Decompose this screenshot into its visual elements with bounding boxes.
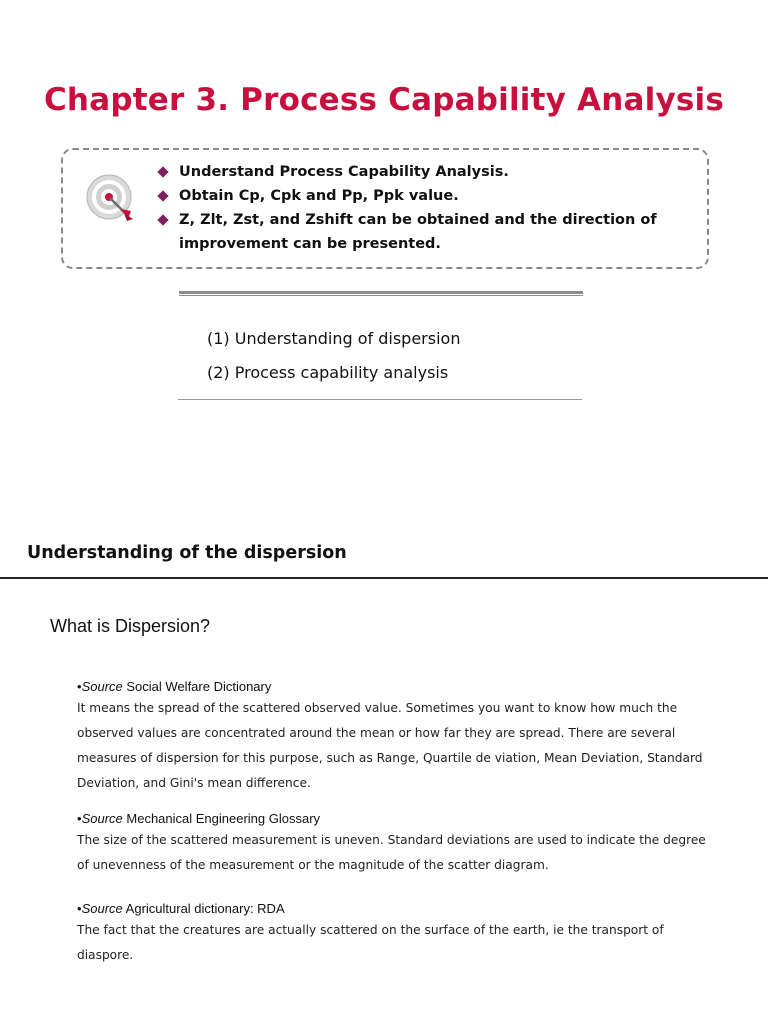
source-line	[77, 678, 717, 696]
definition-list	[77, 678, 717, 982]
definition-entry	[77, 900, 717, 968]
diamond-bullet-icon	[157, 214, 168, 225]
diamond-bullet-icon	[157, 190, 168, 201]
objective-item	[157, 184, 689, 208]
definition-text: It means the spread of the scattered observed value. Sometimes you want to know how much the observed values are concentrated around the mean or how far they are spread. There are several measures of dispersion for this purpose, such as Range, Quartile de viation, Mean Deviation, Standard Deviation, and Gini's mean difference.	[77, 701, 703, 790]
objective-item	[157, 208, 689, 256]
target-icon	[81, 167, 141, 227]
objective-text: Z, Zlt, Zst, and Zshift can be obtained and the direction of improvement can be presented.	[179, 212, 657, 252]
diamond-bullet-icon	[157, 166, 168, 177]
objective-text: Obtain Cp, Cpk and Pp, Ppk value.	[179, 188, 459, 204]
bullet-dot: •	[77, 811, 82, 826]
table-of-contents	[207, 322, 460, 390]
bullet-dot: •	[77, 679, 82, 694]
objectives-list	[157, 160, 689, 256]
source-label: Source	[81, 679, 123, 694]
source-name: Agricultural dictionary: RDA	[125, 901, 285, 916]
bullet-dot: •	[77, 901, 82, 916]
section-title: Understanding of the dispersion	[27, 543, 347, 563]
chapter-slide	[0, 0, 768, 470]
definition-text: The size of the scattered measurement is uneven. Standard deviations are used to indicate the degree of unevenness of the measurement or the magnitude of the scatter diagram.	[77, 833, 706, 872]
source-line	[77, 900, 717, 918]
section-divider	[0, 577, 768, 579]
chapter-title: Chapter 3. Process Capability Analysis	[43, 82, 724, 118]
toc-item[interactable]: (2) Process capability analysis	[207, 363, 449, 382]
toc-bottom-divider	[178, 399, 582, 400]
source-line	[77, 810, 717, 828]
source-label: Source	[81, 811, 123, 826]
objectives-box	[61, 148, 709, 269]
objective-text: Understand Process Capability Analysis.	[179, 164, 509, 180]
subsection-title: What is Dispersion?	[50, 616, 211, 636]
definition-entry	[77, 810, 717, 878]
objective-item	[157, 160, 689, 184]
toc-top-divider	[179, 291, 583, 297]
toc-item[interactable]: (1) Understanding of dispersion	[207, 329, 461, 348]
source-label: Source	[81, 901, 123, 916]
source-name: Mechanical Engineering Glossary	[126, 811, 321, 826]
definition-entry	[77, 678, 717, 796]
source-name: Social Welfare Dictionary	[126, 679, 272, 694]
definition-text: The fact that the creatures are actually scattered on the surface of the earth, ie the transport of diaspore.	[77, 923, 664, 962]
